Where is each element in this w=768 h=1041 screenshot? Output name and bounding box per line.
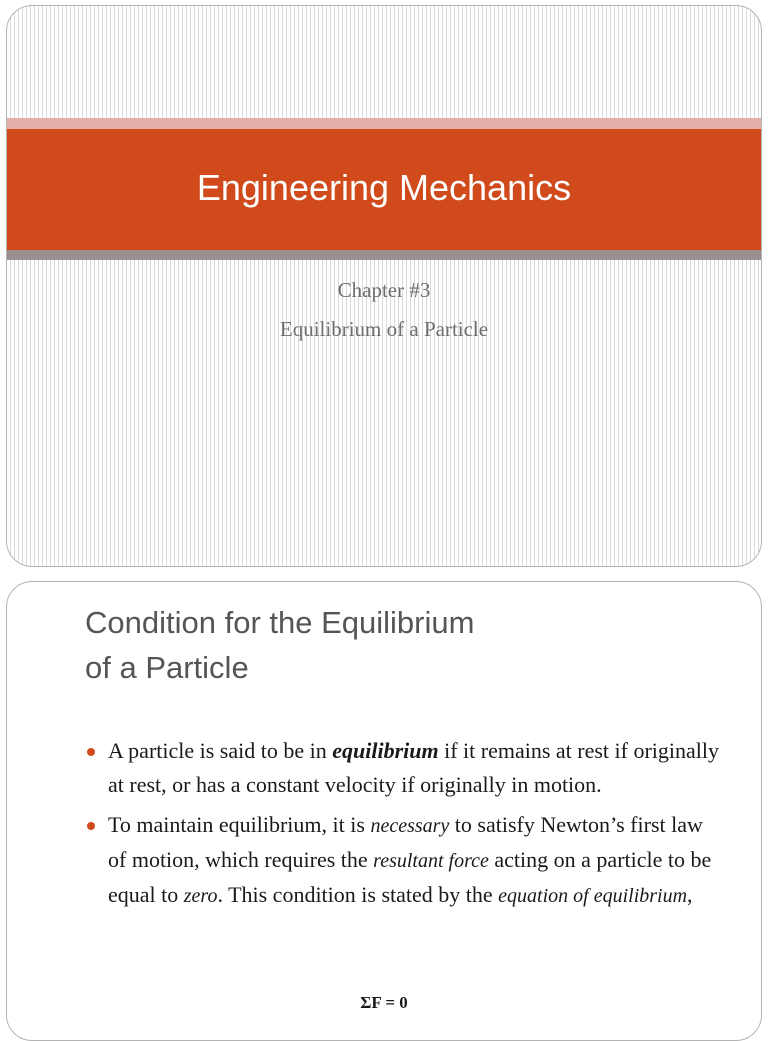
equilibrium-equation: ΣF = 0 — [360, 993, 408, 1012]
slide-title: Engineering Mechanics — [196, 167, 572, 208]
heading-line-1: Condition for the Equilibrium — [85, 605, 475, 640]
bullet-emphasis: zero — [183, 885, 218, 907]
bullet-text: to satisfy Newton’s first law of motion, which requires the — [108, 812, 703, 872]
bullet-text: . This condition is stated by the — [217, 882, 499, 907]
title-top-accent-band — [7, 118, 761, 129]
heading-line-2: of a Particle — [85, 650, 249, 685]
chapter-label: Chapter #3 — [337, 278, 431, 302]
bullet-item — [85, 734, 725, 802]
bullet-list — [85, 734, 725, 919]
slide-subtitle: Equilibrium of a Particle — [279, 317, 489, 341]
bullet-text: acting on a particle to be equal to — [108, 847, 712, 907]
bullet-emphasis: equation of equilibrium — [498, 885, 688, 907]
bullet-text: if it remains at rest if originally at rest, or has a constant velocity if originally in motion. — [108, 738, 720, 797]
title-bottom-accent-band — [7, 250, 761, 260]
bullet-dot-icon — [87, 822, 95, 830]
bullet-text: , — [687, 882, 693, 907]
content-slide — [6, 581, 762, 1041]
bullet-emphasis: equilibrium — [332, 738, 439, 763]
bullet-emphasis: necessary — [370, 815, 450, 837]
slide-heading — [85, 600, 725, 690]
bullet-text: To maintain equilibrium, it is — [108, 812, 371, 837]
bullet-emphasis: resultant force — [373, 850, 489, 872]
bullet-dot-icon — [87, 748, 95, 756]
bullet-item — [85, 808, 725, 913]
title-slide — [6, 5, 762, 567]
bullet-text: A particle is said to be in — [108, 738, 333, 763]
